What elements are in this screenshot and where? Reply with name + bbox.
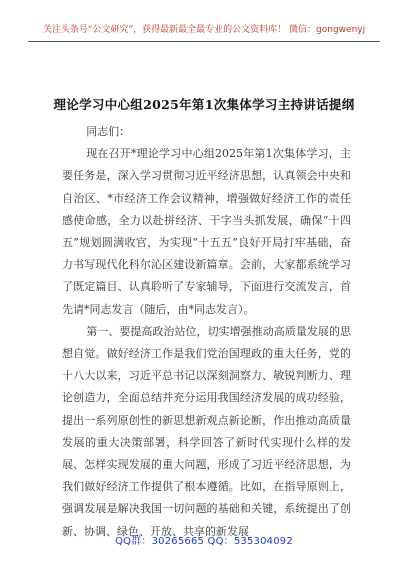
- paragraph-2: 第一、要提高政治站位，切实增强推动高质量发展的思想自觉。做好经济工作是我们党治国理政的重大任务，党的十八大以来，习近平总书记以深刻洞察力、敏锐判断力、理论创造力，全面总结并充分运用我国经济发展的成功经验，提出一系列原创性的新思想新观点新论断，作出推动高质量发展的重大决策部署，科学回答了新时代实现什么样的发展、怎样实现发展的重大问题，形成了习近平经济思想，为我们做好经济工作提供了根本遵循。比如，在指导原则上，强调发展是解决我国一切问题的基础和关键，系统提出了创新、协调、绿色、开放、共享的新发展: [62, 324, 351, 538]
- salutation: 同志们：: [86, 125, 131, 138]
- document-title: 理论学习中心组2025年第1次集体学习主持讲话提纲: [53, 97, 355, 112]
- footer-contact: QQ群：30265665 QQ：535304092: [115, 536, 293, 547]
- header-promo-note: 关注头条号“公文研究”，获得最新最全最专业的公文资料库！ 微信：gongwenyj: [42, 25, 366, 35]
- header-divider: [28, 41, 380, 42]
- paragraph-1: 现在召开*理论学习中心组2025年第1次集体学习，主要任务是，深入学习贯彻习近平经济思想，认真领会中央和自治区、*市经济工作会议精神，增强做好经济工作的责任感使命感，全力以赴拼经济、干字当头抓发展，确保“十四五”规划圆满收官，为实现“十五五”良好开局打牢基础，奋力书写现代化科尔沁区建设新篇章。会前，大家都系统学习了既定篇目、认真聆听了专家辅导，下面进行交流发言，首先请*同志发言（随后，由*同志发言）。: [62, 147, 351, 316]
- document-body: [62, 121, 351, 543]
